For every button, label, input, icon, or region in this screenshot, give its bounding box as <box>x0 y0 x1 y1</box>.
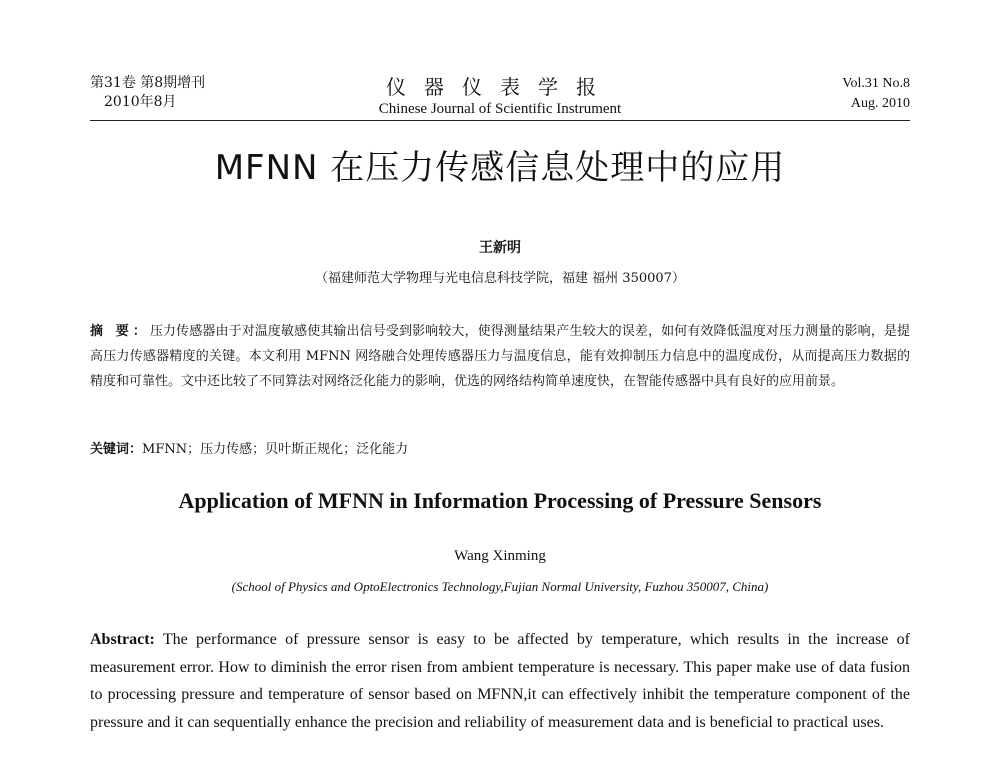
author-en: Wang Xinming <box>454 548 546 564</box>
affiliation-en: (School of Physics and OptoElectronics Technology,Fujian Normal University, Fuzhou 350007, China) <box>231 579 769 594</box>
abstract-label-en: Abstract: <box>90 631 155 648</box>
abstract-label-cn: 摘 要： <box>90 324 150 339</box>
journal-name-en: Chinese Journal of Scientific Instrument <box>378 101 622 117</box>
journal-header <box>90 74 910 120</box>
author-cn: 王新明 <box>479 240 521 256</box>
journal-name <box>90 74 910 118</box>
issue-number-cn: 第31卷 第8期增刊 <box>90 75 206 91</box>
abstract-en <box>90 626 910 736</box>
header-rule <box>90 120 910 121</box>
issue-date-en: Aug. 2010 <box>850 96 910 111</box>
abstract-text-cn: 压力传感器由于对温度敏感使其输出信号受到影响较大，使得测量结果产生较大的误差，如何有效降低温度对压力测量的影响，是提高压力传感器精度的关键。本文利用 MFNN 网络融合处理传感器压力与温度信息，能有效抑制压力信息中的温度成份，从而提高压力数据的精度和可靠性。文中还比较了不同算法对网络泛化能力的影响，优选的网络结构简单速度快，在智能传感器中具有良好的应用前景。 <box>90 324 910 389</box>
abstract-cn <box>90 319 910 394</box>
issue-date-cn: 2010年8月 <box>104 94 177 110</box>
issue-info-en <box>842 74 910 114</box>
keywords-cn <box>90 438 910 457</box>
journal-name-cn: 仪器仪表学报 <box>386 75 614 99</box>
volume-en: Vol.31 No.8 <box>842 76 910 91</box>
keywords-label-cn: 关键词： <box>90 442 143 457</box>
paper-title-en: Application of MFNN in Information Processing of Pressure Sensors <box>178 488 822 513</box>
affiliation-cn: （福建师范大学物理与光电信息科技学院，福建 福州 350007） <box>315 271 685 286</box>
keywords-text-cn: MFNN；压力传感；贝叶斯正规化；泛化能力 <box>142 442 409 457</box>
abstract-text-en: The performance of pressure sensor is easy to be affected by temperature, which results in the increase of measurement error. How to diminish the error risen from ambient temperature is necessary. This paper make use of data fusion to processing pressure and temperature of sensor based on MFNN,it can effectively inhibit the temperature component of the pressure and it can sequentially enhance the precision and reliability of measurement data and is beneficial to practical uses. <box>90 631 910 731</box>
paper-title-cn: MFNN 在压力传感信息处理中的应用 <box>214 148 786 188</box>
